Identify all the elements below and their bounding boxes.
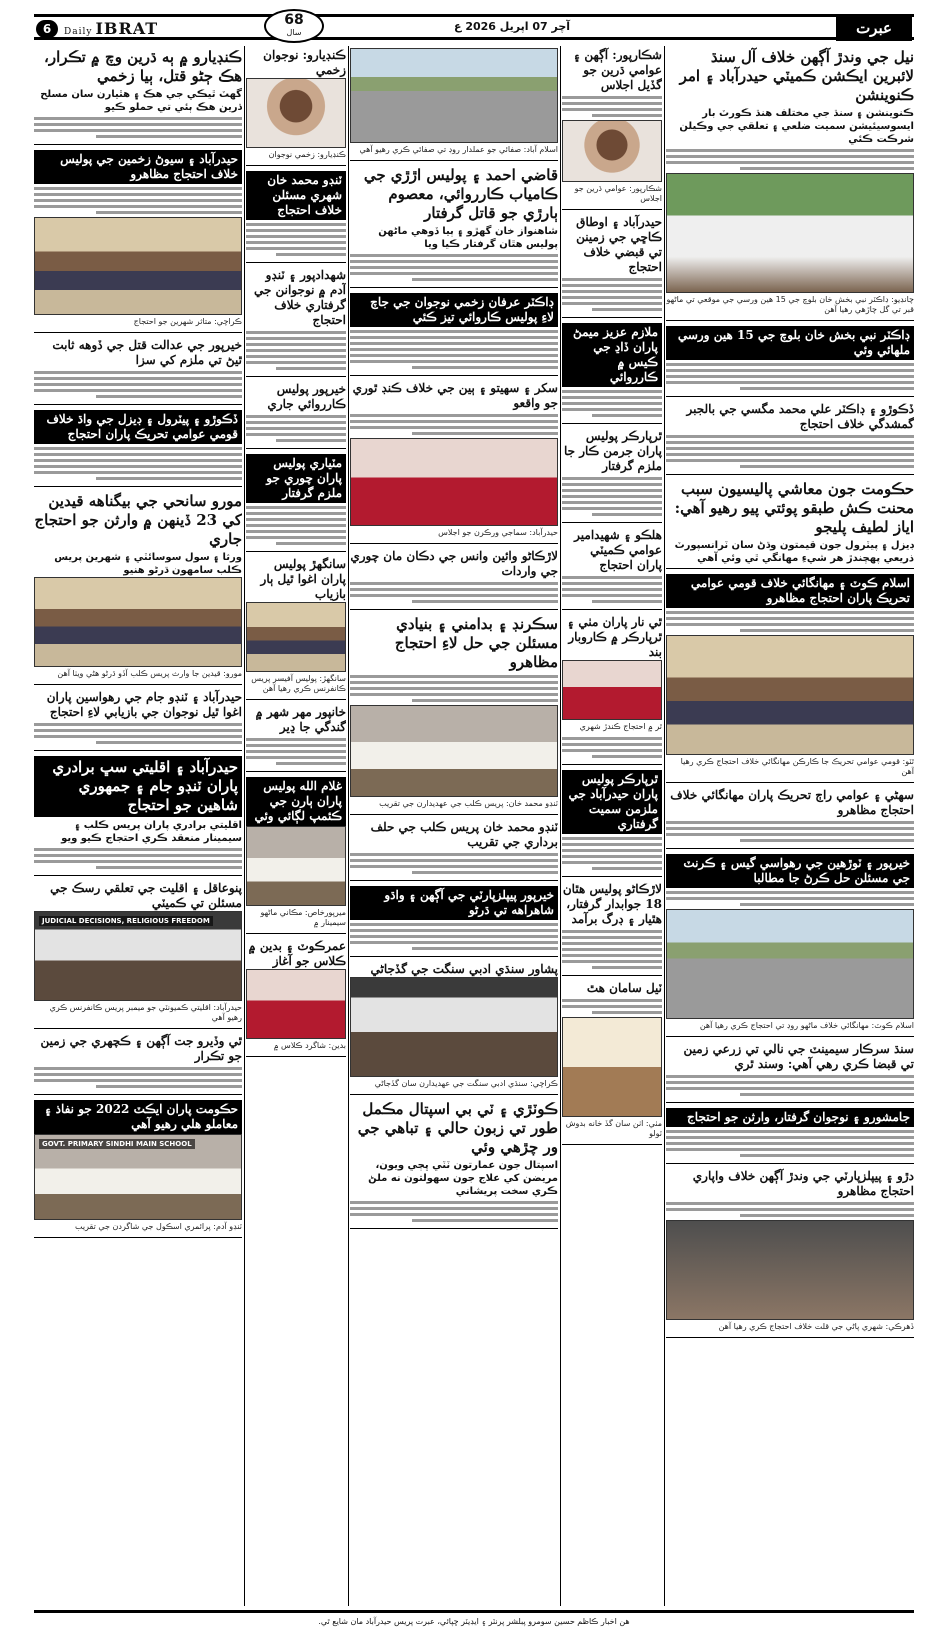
photo-caption: مورو: قيدين جا وارث پريس ڪلب آڏو ڌرڻو هڻي ويٺا آهن bbox=[57, 669, 242, 678]
news-photo bbox=[350, 705, 558, 797]
article-body bbox=[562, 278, 662, 311]
story bbox=[246, 380, 346, 449]
story bbox=[350, 164, 558, 288]
news-photo bbox=[246, 78, 346, 148]
news-photo bbox=[34, 217, 242, 315]
headline: شڪارپور: آڳهن ۽ عوامي ڌرين جو گڏيل اجلاس bbox=[573, 48, 662, 92]
article-body bbox=[562, 96, 662, 117]
news-photo bbox=[666, 1220, 914, 1320]
story bbox=[246, 703, 346, 772]
article-body bbox=[562, 930, 662, 969]
headline: ٿي نار پاران مٺي ۽ ٿرپارڪر ۾ ڪاروبار بند bbox=[567, 615, 662, 659]
story bbox=[666, 572, 914, 783]
issue-date: آچر 07 اپريل 2026 ع bbox=[454, 20, 571, 33]
headline: لاڙڪاڻو پوليس هٿان 18 جوابدار گرفتار، هٿيار ۽ ڊرگ برآمد bbox=[562, 882, 662, 926]
headline: حيدرآباد ۽ اوطاق ڪاڇي جي زمينن تي قبضي خلاف احتجاج bbox=[576, 215, 662, 274]
page-number: 6 bbox=[36, 20, 58, 38]
news-photo bbox=[246, 826, 346, 906]
headline: ڪنڊيارو: نوجوان زخمي bbox=[263, 48, 346, 77]
banner-text: JUDICIAL DECISIONS, RELIGIOUS FREEDOM bbox=[39, 916, 213, 926]
story bbox=[666, 852, 914, 1037]
story bbox=[34, 754, 242, 876]
story bbox=[350, 960, 558, 1095]
story bbox=[34, 336, 242, 405]
story bbox=[562, 880, 662, 976]
story bbox=[666, 400, 914, 475]
article-body bbox=[562, 576, 662, 603]
article-body bbox=[562, 837, 662, 870]
news-photo bbox=[562, 1017, 662, 1117]
headline: مورو سانحي جي بيگناهه قيدين کي 23 ڏينهن ۾ وارثن جو احتجاج جاري bbox=[34, 492, 242, 548]
story bbox=[666, 1040, 914, 1103]
article-body bbox=[350, 1201, 558, 1222]
headline: سهڻي ۽ عوامي راڄ تحريڪ پاران مهانگائي خلاف احتجاج مظاهرو bbox=[670, 788, 914, 817]
photo-caption: حيدرآباد: سماجي ورڪرن جو اجلاس bbox=[438, 528, 558, 537]
story bbox=[246, 452, 346, 552]
article-body bbox=[34, 187, 242, 214]
photo-caption: سانگهڙ: پوليس آفيسر پريس ڪانفرنس ڪري رهيا آهن bbox=[251, 674, 346, 693]
deck: اسپتال جون عمارتون ٽٽي ڀڄي ويون، مريضن کي علاج جون سهولتون نه ملڻ ڪري سخت پريشاني bbox=[368, 1160, 558, 1197]
headline: ڏڪوڙو ۽ پيٽرول ۽ ڊيزل جي واڌ خلاف قومي عوامي تحريڪ پاران احتجاج bbox=[34, 410, 242, 444]
headline: ڏڪوڙو ۽ ڊاڪٽر علي محمد مگسي جي بالجبر گمشدگي خلاف احتجاج bbox=[686, 402, 914, 431]
brand-prefix: Daily bbox=[64, 27, 93, 37]
story bbox=[350, 613, 558, 815]
photo-caption: حيدرآباد: اقليتي ڪميونٽي جو ميمبر پريس ڪانفرنس ڪري رهيو آهي bbox=[49, 1003, 242, 1022]
news-photo bbox=[350, 977, 558, 1077]
headline: ٿرپارڪر پوليس پاران حيدرآباد جي ملزمن سميت گرفتاري bbox=[562, 770, 662, 834]
photo-caption: مٺي: اٺن سان گڏ خانه بدوش ٽولو bbox=[565, 1119, 662, 1138]
deck: شاهنواز خان گهڙو ۽ ٻيا ڏوهي ماڻهن پوليس هٿان گرفتار ڪيا ويا bbox=[378, 226, 558, 250]
article-body bbox=[666, 363, 914, 390]
imprint-footer: هن اخبار ڪاظم حسين سومرو پبلشر پرنٽر ۽ ايڊيٽر ڇپائي، عبرت پريس حيدرآباد مان شايع ٿي. bbox=[34, 1610, 914, 1642]
headline: خيرپور پوليس ڪارروائي جاري bbox=[267, 382, 346, 411]
column-5 bbox=[666, 46, 914, 1606]
article-body bbox=[350, 923, 558, 950]
photo-caption: اسلام آباد: صفائي جو عملدار روڊ تي صفائي ڪري رهيو آهي bbox=[359, 145, 558, 154]
headline: سانگهڙ پوليس پاران اغوا ٿيل ٻار بازياب bbox=[260, 557, 346, 601]
story bbox=[666, 324, 914, 397]
story bbox=[562, 526, 662, 610]
story bbox=[350, 818, 558, 881]
story bbox=[562, 979, 662, 1145]
story bbox=[34, 408, 242, 487]
news-photo bbox=[34, 1134, 242, 1220]
headline: حيدرآباد ۽ سيوڻ زخمين جي پوليس خلاف احتجاج مظاهرو bbox=[34, 150, 242, 184]
article-body bbox=[562, 477, 662, 516]
deck: ورثا ۽ سول سوسائٽي ۽ شهرين پريس ڪلب سامهون ڌرڻو هنيو bbox=[54, 552, 242, 576]
photo-caption: اسلام ڪوٽ: مهانگائي خلاف ماڻهو روڊ تي احتجاج ڪري رهيا آهن bbox=[699, 1021, 914, 1030]
article-body bbox=[34, 371, 242, 398]
article-body bbox=[246, 331, 346, 370]
article-body bbox=[350, 853, 558, 874]
headline: لاڙڪاڻو وائين وانس جي دڪان مان چوري جي واردات bbox=[350, 549, 558, 578]
photo-caption: ٽنڊو آدم: پرائمري اسڪول جي شاگردن جي تقريب bbox=[75, 1222, 242, 1231]
article-body bbox=[246, 506, 346, 545]
article-body bbox=[666, 1130, 914, 1157]
news-photo bbox=[562, 660, 662, 720]
article-body bbox=[350, 675, 558, 702]
story bbox=[246, 555, 346, 700]
story bbox=[350, 547, 558, 610]
column-divider bbox=[664, 46, 665, 1606]
headline: ڪنڊيارو ۾ ٻه ڌرين وچ ۾ تڪرار، هڪ ڄڻو قتل، ٻيا زخمي bbox=[44, 48, 242, 85]
headline: ملازم عزيز ميمڻ پاران ڏاڍ جي ڪيس ۾ ڪارروائي bbox=[562, 323, 662, 387]
headline: ٽيل سامان هٿ bbox=[586, 981, 662, 995]
news-photo bbox=[246, 602, 346, 672]
article-body bbox=[34, 447, 242, 480]
photo-caption: ميرپورخاص: مڪاني ماڻهو سيمينار ۾ bbox=[260, 908, 346, 927]
story bbox=[246, 46, 346, 166]
article-body bbox=[666, 435, 914, 468]
story bbox=[666, 1167, 914, 1338]
story bbox=[666, 786, 914, 849]
headline: خانپور مهر شهر ۾ گندگي جا ڍير bbox=[255, 705, 346, 734]
article-body bbox=[666, 1202, 914, 1217]
headline: غلام الله پوليس پاران ٻارن جي ڪئمپ لڳائي وئي bbox=[246, 777, 346, 826]
headline: ٿي وڏيرو جت آڳهن ۽ ڪچهري جي زمين جو تڪرار bbox=[40, 1034, 242, 1063]
article-body bbox=[34, 848, 242, 869]
photo-caption: ڏهرڪي: شهري پاڻي جي قلت خلاف احتجاج ڪري رهيا آهن bbox=[718, 1322, 914, 1331]
story bbox=[246, 937, 346, 1057]
photo-caption: ڪراچي: سنڌي ادبي سنگت جي عهديدارن سان گڏجاڻي bbox=[374, 1079, 558, 1088]
article-body bbox=[350, 254, 558, 281]
story bbox=[34, 879, 242, 1029]
story bbox=[34, 688, 242, 751]
headline: مٽياري پوليس پاران چوري جو ملزم گرفتار bbox=[246, 454, 346, 503]
headline: دڙو ۽ پيپلزپارٽي جي وندڙ آڳهن خلاف واپاري احتجاج مظاهرو bbox=[692, 1169, 914, 1198]
story bbox=[350, 884, 558, 957]
feature-deck: ڊيزل ۽ پيٽرول جون قيمتون وڌڻ سان ٽرانسپورٽ ذريعي پهچندڙ هر شيءِ مهانگي ٿي وئي آهي bbox=[674, 540, 914, 564]
headline: ڊاڪٽر نبي بخش خان بلوچ جي 15 هين ورسي ملهائي وئي bbox=[666, 326, 914, 360]
news-photo bbox=[34, 911, 242, 1001]
story bbox=[246, 775, 346, 934]
photo-caption: بدين: شاگرد ڪلاس ۾ bbox=[273, 1041, 346, 1050]
photo-caption: ٿر ۾ احتجاج ڪندڙ شهري bbox=[579, 722, 662, 731]
year-number: 68 bbox=[284, 12, 304, 28]
story bbox=[562, 427, 662, 523]
year-label: سال bbox=[286, 28, 302, 37]
article-body bbox=[666, 611, 914, 632]
photo-caption: شڪارپور: عوامي ڌرين جو اجلاس bbox=[574, 184, 662, 203]
headline: سڪرنڊ ۽ بدامني ۽ بنيادي مسئلن جي حل لاءِ احتجاج مظاهرو bbox=[394, 615, 558, 671]
headline: قاضي احمد ۽ پوليس اڙڙي جي ڪامياب ڪارروائي، معصوم ٻارڙي جو قاتل گرفتار bbox=[363, 166, 558, 222]
story bbox=[350, 291, 558, 376]
story bbox=[350, 1098, 558, 1229]
news-photo bbox=[246, 969, 346, 1039]
article-body bbox=[350, 330, 558, 369]
article-body bbox=[562, 999, 662, 1014]
article-body bbox=[34, 117, 242, 138]
news-photo bbox=[562, 120, 662, 182]
story bbox=[562, 768, 662, 877]
column-3 bbox=[350, 46, 558, 1606]
headline: ڊاڪٽر عرفان زخمي نوجوان جي جاچ لاءِ پوليس ڪاروائي تيز ڪئي bbox=[350, 293, 558, 327]
story bbox=[34, 1032, 242, 1095]
feature-headline: حڪومت جون معاشي پاليسيون سبب محنت ڪش طبقو پوئتي پيو رهيو آهي: اياز لطيف پليجو bbox=[674, 480, 914, 536]
story bbox=[34, 490, 242, 685]
feature-story bbox=[666, 478, 914, 569]
article-body bbox=[246, 223, 346, 256]
story bbox=[666, 1106, 914, 1164]
photo-caption: ڪراچي: متاثر شهرين جو احتجاج bbox=[133, 317, 242, 326]
deck: اقليتي برادري پاران پريس ڪلب ۽ سيمينار منعقد ڪري احتجاج ڪيو ويو bbox=[61, 820, 242, 844]
logo: عبرت bbox=[836, 15, 912, 41]
story bbox=[562, 321, 662, 424]
headline: اسلام ڪوٽ ۽ مهانگائي خلاف قومي عوامي تحريڪ پاران احتجاج مظاهرو bbox=[666, 574, 914, 608]
column-2 bbox=[246, 46, 346, 1606]
newspaper-page bbox=[34, 14, 914, 1642]
news-photo bbox=[666, 909, 914, 1019]
story bbox=[34, 148, 242, 333]
photo-caption: چانڊيو: ڊاڪٽر نبي بخش خان بلوچ جي 15 هين ورسي جي موقعي تي ماڻهو قبر تي گل چاڙهي رهيا آهن bbox=[666, 295, 914, 314]
article-body bbox=[562, 737, 662, 758]
lead-story bbox=[666, 46, 914, 321]
article-body bbox=[666, 891, 914, 906]
lead-deck: ڪنوينشن ۽ سنڌ جي مختلف هنڌ ڪورٽ بار ايسوسيئيشن سميت ضلعي ۽ تعلقي جي وڪيلن شرڪت ڪئي bbox=[679, 108, 914, 145]
article-body bbox=[34, 1067, 242, 1088]
article-body bbox=[246, 738, 346, 765]
headline: عمرڪوٽ ۽ بدين ۾ ڪلاس جو آغاز bbox=[248, 939, 346, 968]
article-body bbox=[350, 414, 558, 435]
headline: ڪوٽڙي ۽ ٽي بي اسپتال مڪمل طور تي زبون حالي ۽ تباهي جي ور چڙهي وئي bbox=[357, 1100, 558, 1156]
column-1 bbox=[34, 46, 242, 1606]
article-body bbox=[666, 149, 914, 170]
article-body bbox=[246, 415, 346, 442]
photo-caption: ٿٽو: قومي عوامي تحريڪ جا ڪارڪن مهانگائي خلاف احتجاج ڪري رهيا آهن bbox=[680, 757, 914, 776]
column-4 bbox=[562, 46, 662, 1606]
headline: شهدادپور ۽ ٽنڊو آدم ۾ نوجوانن جي گرفتاري خلاف احتجاج bbox=[253, 268, 346, 327]
headline: ٽنڊو محمد خان شهري مسئلن خلاف احتجاج bbox=[246, 171, 346, 220]
headline: خيرپور جي عدالت قتل جي ڏوهه ثابت ٿيڻ تي ملزم کي سزا bbox=[52, 338, 242, 367]
banner-text: GOVT. PRIMARY SINDHI MAIN SCHOOL bbox=[39, 1139, 195, 1149]
story bbox=[562, 213, 662, 318]
headline: سنڌ سرڪار سيمينٽ جي نالي تي زرعي زمين تي قبضا ڪري رهي آهي: وسند ٿري bbox=[683, 1042, 914, 1071]
column-divider bbox=[348, 46, 349, 1606]
headline: جامشورو ۽ نوجوان گرفتار، وارثن جو احتجاج bbox=[666, 1108, 914, 1127]
news-photo bbox=[666, 635, 914, 755]
brand-name: IBRAT bbox=[95, 19, 159, 38]
headline: حيدرآباد ۽ ٽنڊو جام جي رهواسين پاران اغوا ٿيل نوجوان جي بازيابي لاءِ احتجاج bbox=[46, 690, 242, 719]
photo-caption: ٽنڊو محمد خان: پريس ڪلب جي عهديدارن جي تقريب bbox=[379, 799, 558, 808]
lead-headline: نيل جي وندڙ آڳهن خلاف آل سنڌ لائبرين ايڪشن ڪميٽي حيدرآباد ۽ امر ڪنوينشن bbox=[679, 48, 914, 104]
news-photo bbox=[350, 438, 558, 526]
news-photo bbox=[350, 48, 558, 143]
headline: ٽنڊو محمد خان پريس ڪلب جي حلف برداري جي تقريب bbox=[370, 820, 558, 849]
headline: خيرپور ۽ ٽوڙهين جي رهواسي گيس ۽ ڪرنٽ جي مسئلن حل ڪرڻ جا مطالبا bbox=[666, 854, 914, 888]
headline: هلڪو ۽ شهيدامير عوامي ڪميٽي پاران احتجاج bbox=[574, 528, 662, 572]
story bbox=[246, 169, 346, 263]
deck: گهٽ ٿيڪي جي هڪ ۽ هٿيارن سان مسلح ڌرين هڪ ٻئي تي حملو ڪيو bbox=[40, 89, 242, 113]
story bbox=[246, 266, 346, 377]
masthead bbox=[34, 14, 914, 40]
headline: حڪومت پاران ايڪٽ 2022 جو نفاذ ۽ معاملو هلي رهيو آهي bbox=[34, 1100, 242, 1134]
headline: پنوعاقل ۽ اقليت جي تعلقي رسڪ جي مسئلن تي ڪميٽي bbox=[50, 881, 242, 910]
headline: ٿرپارڪر پوليس پاران جرمن ڪار جا ملزم گرفتار bbox=[563, 429, 662, 473]
news-photo bbox=[34, 577, 242, 667]
story bbox=[562, 46, 662, 210]
story bbox=[350, 379, 558, 544]
headline: سکر ۽ سهيتو ۽ ٻين جي خلاف ڪنڊ ٿوري جو واقعو bbox=[352, 381, 558, 410]
lead-photo bbox=[666, 173, 914, 293]
article-body bbox=[350, 582, 558, 603]
brand-latin bbox=[64, 19, 158, 38]
story bbox=[350, 46, 558, 161]
story bbox=[562, 613, 662, 765]
article-body bbox=[666, 821, 914, 842]
headline: پشاور سنڌي ادبي سنگت جي گڏجاڻي bbox=[370, 962, 558, 976]
article-body bbox=[562, 390, 662, 417]
column-divider bbox=[560, 46, 561, 1606]
article-body bbox=[34, 723, 242, 744]
masthead-left bbox=[36, 19, 158, 38]
article-body bbox=[666, 1075, 914, 1096]
story bbox=[34, 46, 242, 145]
year-badge bbox=[264, 9, 324, 43]
headline: خيرپور پيپلزپارٽي جي آڳهن ۽ واڌو شاهراهه تي ڌرڻو bbox=[350, 886, 558, 920]
story bbox=[34, 1098, 242, 1238]
photo-caption: ڪنڊيارو: زخمي نوجوان bbox=[268, 150, 346, 159]
column-divider bbox=[244, 46, 245, 1606]
headline: حيدرآباد ۽ اقليتي سڀ برادري پاران ٽنڊو جام ۽ جمهوري شاهين جو احتجاج bbox=[34, 756, 242, 817]
